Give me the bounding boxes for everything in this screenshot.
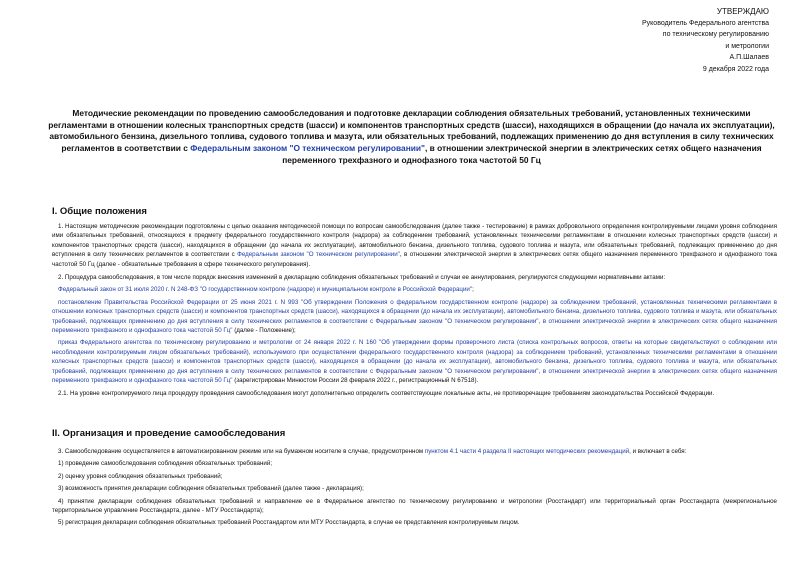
section2-item-2: 2) оценку уровня соблюдения обязательных требований; [58, 472, 223, 480]
section2-item-5: 5) регистрация декларации соблюдения обязательных требований Росстандартом или МТУ Росстандарта, в случае ее представления контролируемым лицом. [58, 519, 520, 527]
section1-body [52, 222, 777, 398]
section1-heading: I. Общие положения [52, 206, 147, 217]
section1-paragraph-1 [52, 222, 777, 269]
s1p4-tail: (далее - Положение); [232, 327, 296, 335]
s1p1-text-b: , в отношении электрической энергии в электрических сетях общего назначения переменного трехфазного и однофазного тока частотой 50 Гц (далее - обязательные требования в сфере технического регулирования). [52, 251, 778, 268]
approval-signer: А.П.Шалаев [729, 54, 769, 62]
section2-paragraph-1 [52, 447, 777, 456]
section1-paragraph-3 [52, 285, 777, 294]
approval-date: 9 декабря 2022 года [702, 65, 769, 73]
approval-heading: УТВЕРЖДАЮ [716, 7, 769, 16]
s1p1-text-a: 1. Настоящие методические рекомендации подготовлены с целью оказания методической помощи по вопросам самообследования (далее также - тестирование) в рамках добровольного определения контролируемыми лицами уровня соблюдения ими обязательных требований, относящихся к предмету федерального государственного контроля (надзора) за соблюдением требований, установленных техническими регламентами в отношении колесных транспортных средств (шасси) и компонентов транспортных средств (шасси), находящихся в обращении (до начала их эксплуатации), автомобильного бензина, дизельного топлива, судового топлива и мазута, или обязательных требований, подлежащих применению до дня вступления в силу технических регламентов в соответствии с [52, 223, 777, 259]
s2p1-text-b: , и включает в себя: [629, 448, 687, 455]
section1-paragraph-6: 2.1. На уровне контролируемого лица процедуру проведения самообследования могут дополнительно определить соответствующие локальные акты, не противоречащие требованиям законодательства Российской Федерации. [58, 389, 715, 397]
section1-paragraph-2: 2. Процедура самообследования, в том числе порядок внесения изменений в декларацию соблюдения обязательных требований и случаи ее аннулирования, регулируются следующими нормативными актами: [58, 274, 666, 282]
approval-position-line3: и метрологии [725, 42, 769, 50]
section1-paragraph-4 [52, 298, 777, 336]
approval-position-line1: Руководитель Федерального агентства [641, 19, 769, 27]
section2-body [52, 447, 777, 528]
section1-paragraph-5 [52, 338, 777, 385]
title-law-link[interactable]: Федеральным законом "О техническом регулировании" [190, 143, 426, 154]
section2-item-1: 1) проведение самообследования соблюдения обязательных требований; [58, 460, 273, 468]
s1p3-tail: ; [472, 286, 474, 294]
s2p1-text-a: 3. Самообследование осуществляется в автоматизированном режиме или на бумажном носителе в случае, предусмотренном [58, 448, 425, 455]
s1p1-law-link[interactable]: Федеральным законом "О техническом регулировании" [237, 251, 400, 259]
s1p5-tail: (зарегистрирован Минюстом России 28 февраля 2022 г., регистрационный N 67518). [232, 377, 479, 385]
title-text-part1: Методические рекомендации по проведению самообследования и подготовке декларации соблюдения обязательных требований, установленных техническими регламентами в отношении колесных транспортных средств (шасси) и компонентов транспортных средств (шасси), находящихся в обращении (до начала их эксплуатации), автомобильного бензина, дизельного топлива, судового топлива и мазута, или обязательных требований, подлежащих применению до дня вступления в силу технических регламентов в соответствии с [48, 108, 775, 154]
federal-law-248-link[interactable]: Федеральный закон от 31 июля 2020 г. N 248-ФЗ "О государственном контроле (надзоре) и муниципальном контроле в Российской Федерации" [58, 286, 473, 294]
section2-heading: II. Организация и проведение самообследования [52, 428, 286, 439]
section2-item-4: 4) принятие декларации соблюдения обязательных требований и направление ее в Федеральное агентство по техническому регулированию и метрологии (Росстандарт) или территориальный орган Росстандарта (межрегиональное территориальное управление Росстандарта, далее - МТУ Росстандарта); [52, 497, 777, 515]
government-decree-993-link[interactable]: постановление Правительства Российской Федерации от 25 июня 2021 г. N 993 "Об утверждении Положения о федеральном государственном контроле (надзоре) за соблюдением требований, установленных техническими регламентами в отношении колесных транспортных средств (шасси) и компонентов транспортных средств (шасси), находящихся в обращении (до начала их эксплуатации), автомобильного бензина, дизельного топлива, судового топлива и мазута, или обязательных требований, подлежащих применению до дня вступления в силу технических регламентов в соответствии с Федеральным законом "О техническом регулировании", в отношении электрической энергии в электрических сетях общего назначения переменного трехфазного и однофазного тока частотой 50 Гц" [52, 298, 777, 335]
title-text-part2: , в отношении электрической энергии в электрических сетях общего назначения переменного трехфазного и однофазного тока частотой 50 Гц [282, 143, 762, 165]
section2-item-3: 3) возможность принятия декларации соблюдения обязательных требований (далее также - декларация); [58, 485, 364, 493]
approval-block [569, 6, 769, 76]
point-4-1-link[interactable]: пунктом 4.1 части 4 раздела II настоящих методических рекомендаций [424, 448, 630, 455]
approval-position-line2: по техническому регулированию [662, 31, 769, 39]
order-160-link[interactable]: приказ Федерального агентства по техническому регулированию и метрологии от 24 января 2022 г. N 160 "Об утверждении формы проверочного листа (списка контрольных вопросов, ответы на которые свидетельствуют о соблюдении или несоблюдении контролируемым лицом обязательных требований), используемого при осуществлении федерального государственного контроля (надзора) за соблюдением требований, установленных техническими регламентами в отношении колесных транспортных средств (шасси) и компонентов транспортных средств (шасси), находящихся в обращении (до начала их эксплуатации), автомобильного бензина, дизельного топлива, судового топлива и мазута, или обязательных требований, подлежащих применению до дня вступления в силу технических регламентов в соответствии с Федеральным законом "О техническом регулировании", в отношении электрической энергии в электрических сетях общего назначения переменного трехфазного и однофазного тока частотой 50 Гц" [52, 339, 777, 385]
document-title [46, 108, 777, 167]
